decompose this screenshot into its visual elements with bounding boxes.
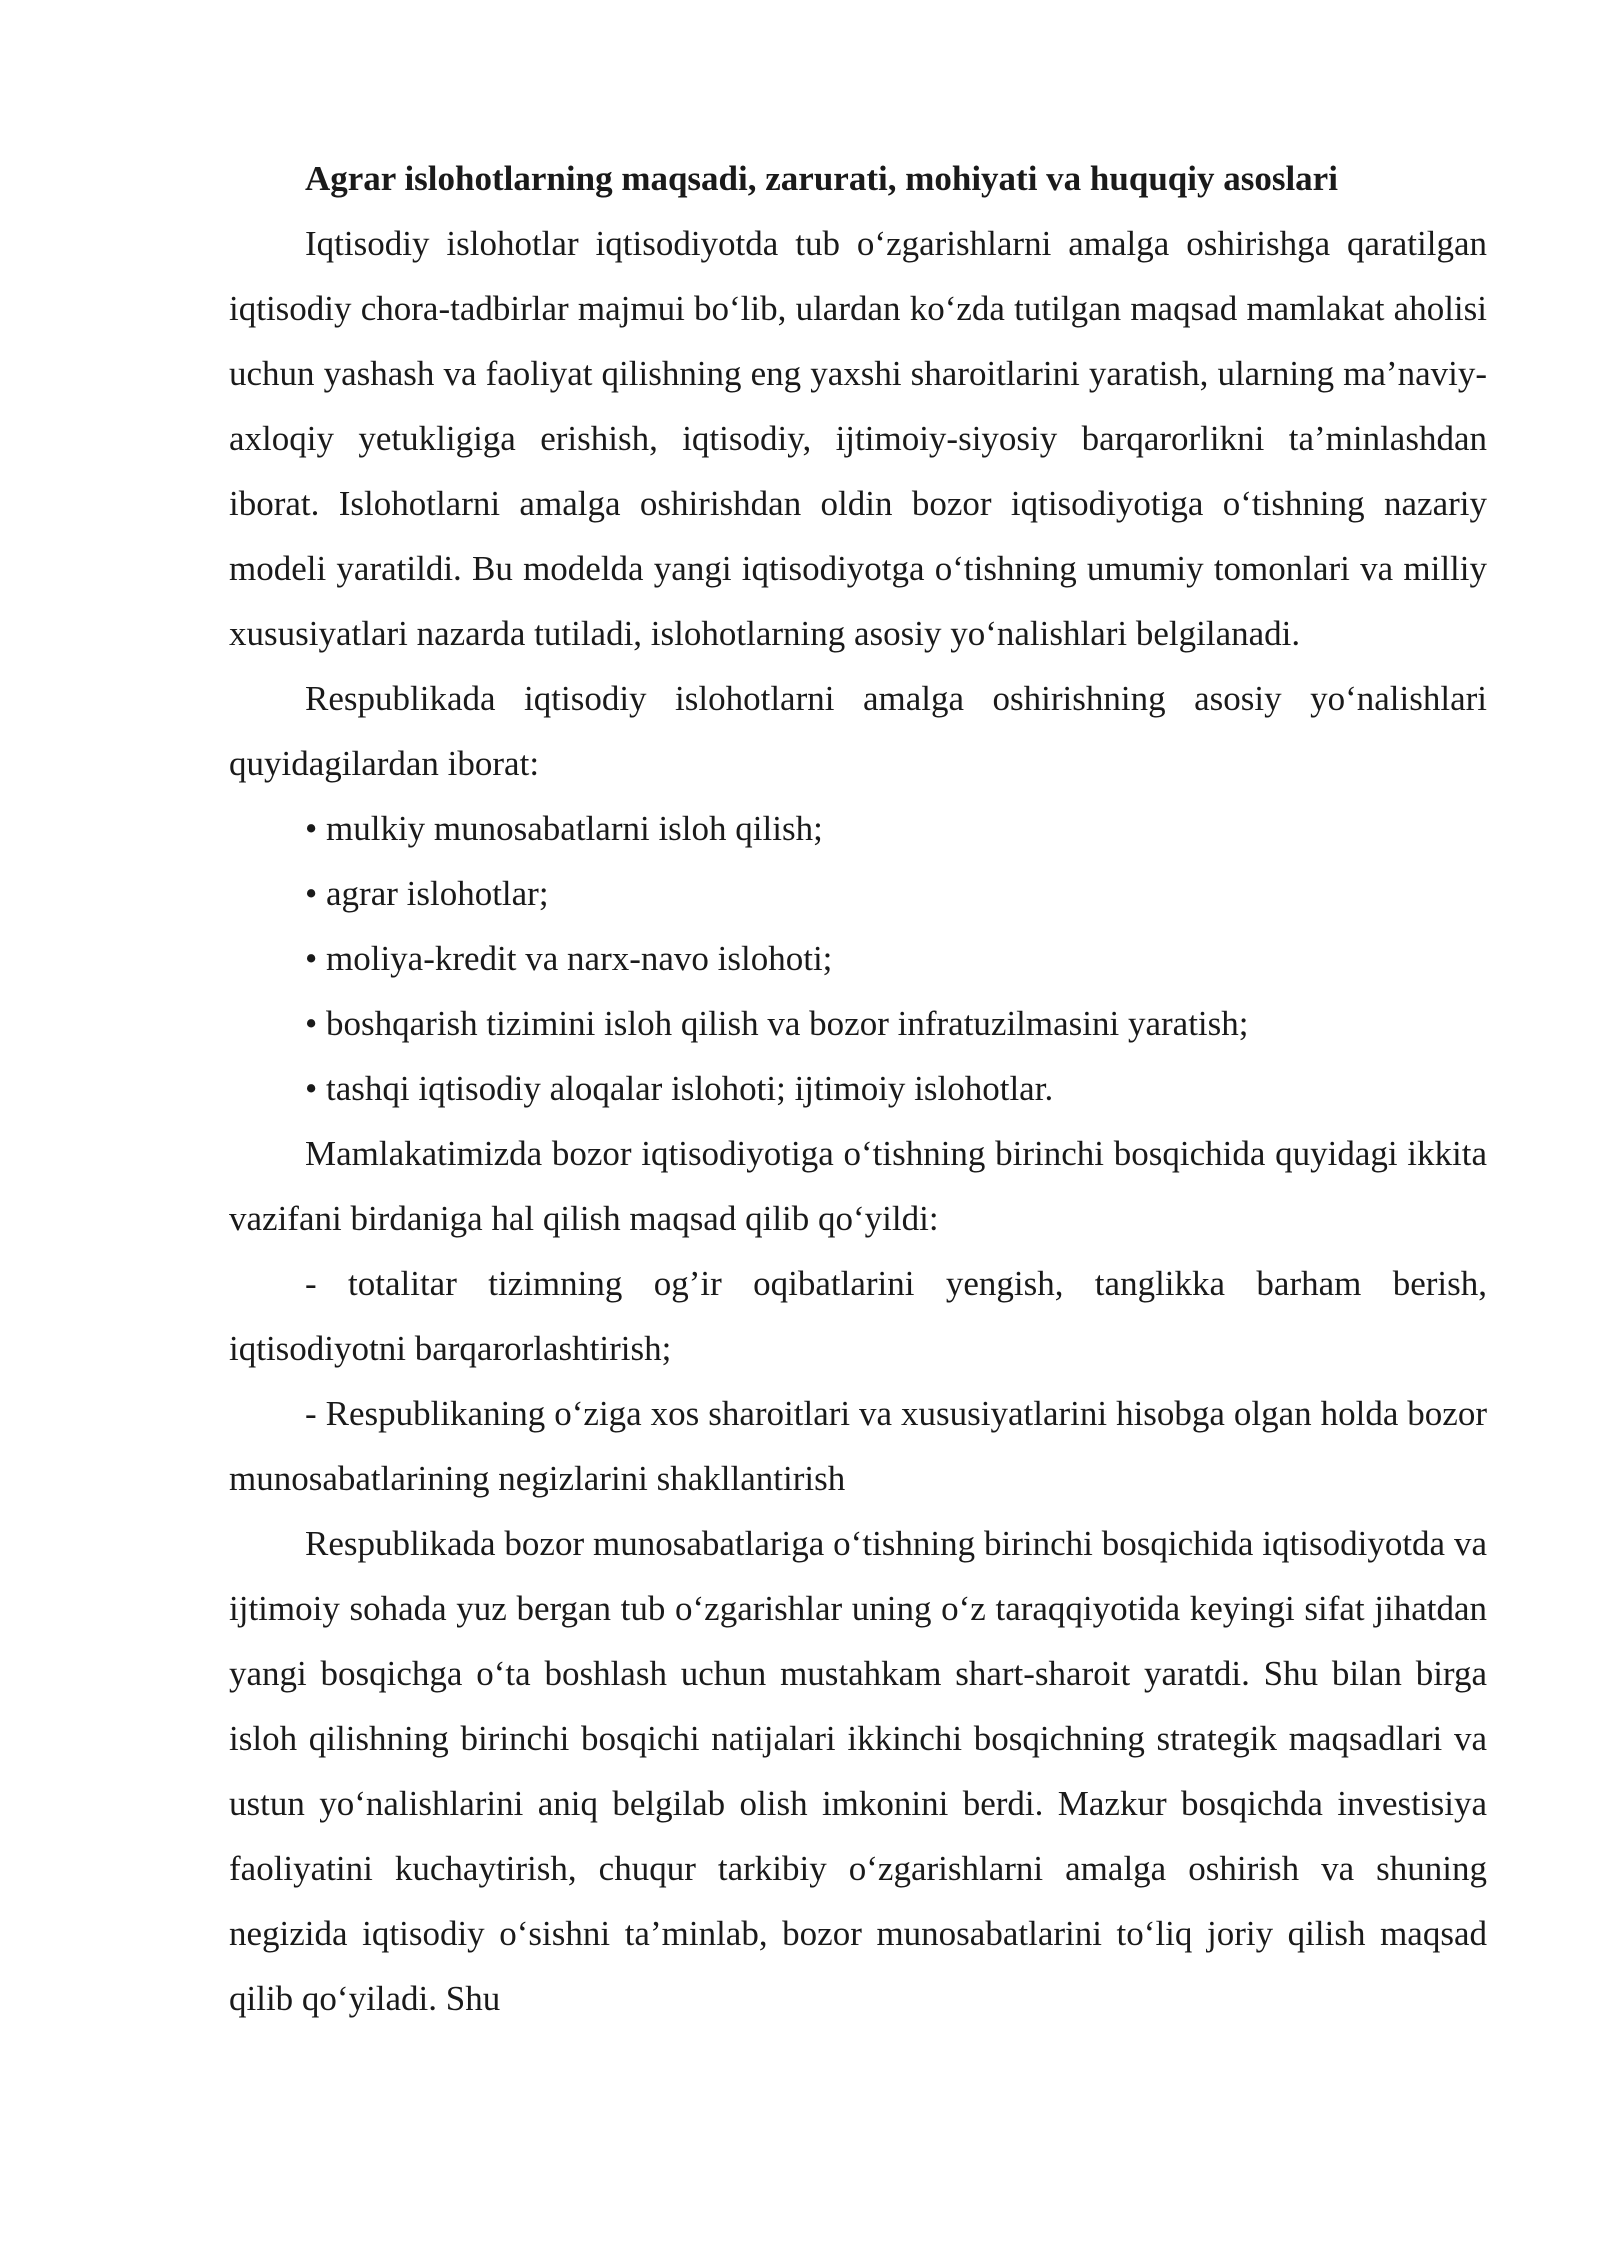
list-item: • tashqi iqtisodiy aloqalar islohoti; ijtimoiy islohotlar. (305, 1069, 1054, 1108)
document-title: Agrar islohotlarning maqsadi, zarurati, mohiyati va huquqiy asoslari (305, 159, 1338, 198)
paragraph-second-stage: Respublikada bozor munosabatlariga o‘tishning birinchi bosqichida iqtisodiyotda va ijtimoiy sohada yuz bergan tub o‘zgarishlar uning o‘z taraqqiyotida keyingi sifat jihatdan yangi bosqichga o‘ta boshlash uchun mustahkam shart-sharoit yaratdi. Shu bilan birga isloh qilishning birinchi bosqichi natijalari ikkinchi bosqichning strategik maqsadlari va ustun yo‘nalishlarini aniq belgilab olish imkonini berdi. Mazkur bosqichda investisiya faoliyatini kuchaytirish, chuqur tarkibiy o‘zgarishlarni amalga oshirish va shuning negizida iqtisodiy o‘sishni ta’minlab, bozor munosabatlarini to‘liq joriy qilish maqsad qilib qo‘yiladi. Shu (229, 1524, 1487, 2018)
paragraph-directions-lead: Respublikada iqtisodiy islohotlarni amalga oshirishning asosiy yo‘nalishlari quyidagilardan iborat: (229, 679, 1487, 783)
paragraph-first-stage: Mamlakatimizda bozor iqtisodiyotiga o‘tishning birinchi bosqichida quyidagi ikkita vazifani birdaniga hal qilish maqsad qilib qo‘yildi: (229, 1134, 1487, 1238)
document-page (229, 146, 1487, 2031)
paragraph-task-1: - totalitar tizimning og’ir oqibatlarini yengish, tanglikka barham berish, iqtisodiyotni barqarorlashtirish; (229, 1264, 1487, 1368)
list-item: • mulkiy munosabatlarni isloh qilish; (305, 809, 823, 848)
paragraph-task-2: - Respublikaning o‘ziga xos sharoitlari va xususiyatlarini hisobga olgan holda bozor munosabatlarining negizlarini shakllantirish (229, 1394, 1487, 1498)
list-item: • agrar islohotlar; (305, 874, 549, 913)
list-item: • moliya-kredit va narx-navo islohoti; (305, 939, 833, 978)
paragraph-intro: Iqtisodiy islohotlar iqtisodiyotda tub o‘zgarishlarni amalga oshirishga qaratilgan iqtisodiy chora-tadbirlar majmui bo‘lib, ulardan ko‘zda tutilgan maqsad mamlakat aholisi uchun yashash va faoliyat qilishning eng yaxshi sharoitlarini yaratish, ularning ma’naviy-axloqiy yetukligiga erishish, iqtisodiy, ijtimoiy-siyosiy barqarorlikni ta’minlashdan iborat. Islohotlarni amalga oshirishdan oldin bozor iqtisodiyotiga o‘tishning nazariy modeli yaratildi. Bu modelda yangi iqtisodiyotga o‘tishning umumiy tomonlari va milliy xususiyatlari nazarda tutiladi, islohotlarning asosiy yo‘nalishlari belgilanadi. (229, 224, 1487, 653)
bullet-list (229, 796, 1487, 1121)
list-item: • boshqarish tizimini isloh qilish va bozor infratuzilmasini yaratish; (305, 1004, 1249, 1043)
